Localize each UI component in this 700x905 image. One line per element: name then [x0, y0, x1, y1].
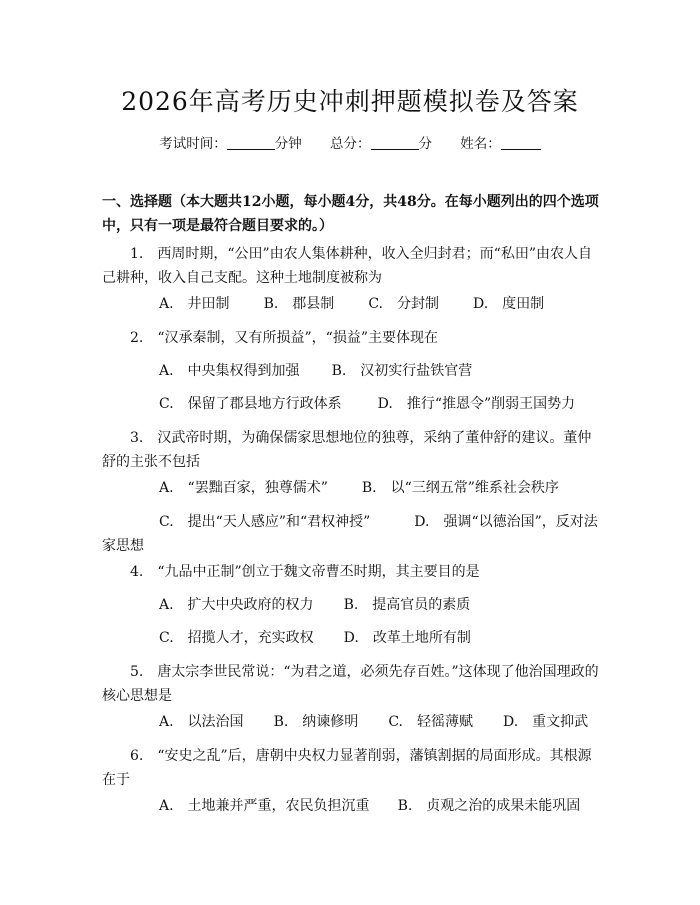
- time-label: 考试时间：: [159, 136, 227, 152]
- option-b: B. 贞观之治的成果未能巩固: [397, 798, 581, 814]
- option-row: [159, 359, 472, 383]
- option-c: C. 招揽人才，充实政权: [159, 630, 314, 646]
- option-c: C. 提出“天人感应”和“君权神授”: [159, 514, 371, 530]
- time-blank: [227, 135, 275, 150]
- option-d: D. 推行“推恩令”削弱王国势力: [377, 396, 576, 412]
- option-b: B. 以“三纲五常”维系社会秩序: [361, 480, 559, 496]
- question-stem: 4. “九品中正制”创立于魏文帝曹丕时期，其主要目的是: [130, 564, 480, 580]
- page-title: 2026年高考历史冲刺押题模拟卷及答案: [121, 87, 579, 116]
- option-a: A. 井田制: [159, 296, 230, 312]
- option-a: A. 以法治国: [159, 714, 244, 730]
- option-b: B. 纳谏修明: [273, 714, 359, 730]
- option-c: C. 分封制: [368, 296, 439, 312]
- name-label: 姓名：: [460, 136, 501, 152]
- option-a: A. “罢黜百家，独尊儒术”: [159, 480, 328, 496]
- question-stem: 6. “安史之乱”后，唐朝中央权力显著削弱，藩镇割据的局面形成。其根源在于: [102, 748, 592, 788]
- option-d: D. 重文抑武: [502, 714, 589, 730]
- option-b: B. 汉初实行盐铁官营: [331, 363, 473, 379]
- exam-info: [0, 132, 700, 152]
- score-label: 总分：: [330, 136, 371, 152]
- score-blank: [371, 135, 419, 150]
- option-row: [159, 710, 588, 734]
- question-stem: 1. 西周时期，“公田”由农人集体耕种，收入全归封君；而“私田”由农人自己耕种，收入自己支配。这种土地制度被称为: [102, 246, 592, 286]
- option-b: B. 提高官员的素质: [343, 597, 471, 613]
- option-a: A. 扩大中央政府的权力: [159, 597, 314, 613]
- question-stem: 3. 汉武帝时期，为确保儒家思想地位的独尊，采纳了董仲舒的建议。董仲舒的主张不包括: [102, 430, 592, 470]
- option-b: B. 郡县制: [263, 296, 335, 312]
- option-d: D. 改革土地所有制: [343, 630, 471, 646]
- option-row: [159, 626, 471, 650]
- section-heading: 一、选择题（本大题共12小题，每小题4分，共48分。在每小题列出的四个选项中，只有一项是最符合题目要求的。）: [102, 194, 599, 234]
- option-c: C. 轻徭薄赋: [388, 714, 473, 730]
- option-d: D. 度田制: [472, 296, 545, 312]
- question-stem: 2. “汉承秦制，又有所损益”，“损益”主要体现在: [130, 330, 438, 346]
- score-unit: 分: [418, 136, 432, 152]
- time-unit: 分钟: [274, 136, 302, 152]
- name-blank: [501, 135, 541, 150]
- option-c: C. 保留了郡县地方行政体系: [159, 396, 342, 412]
- option-row: [102, 510, 602, 558]
- option-row: [159, 292, 544, 316]
- option-row: [159, 593, 470, 617]
- question-stem: 5. 唐太宗李世民常说：“为君之道，必须先存百姓。”这体现了他治国理政的核心思想是: [102, 664, 599, 704]
- option-a: A. 土地兼并严重，农民负担沉重: [159, 798, 370, 814]
- option-row: [159, 476, 559, 500]
- option-d: D. 强调“以德治国”，反对法家思想: [102, 514, 598, 554]
- option-row: [159, 392, 575, 416]
- option-row: [159, 794, 580, 818]
- option-a: A. 中央集权得到加强: [159, 363, 300, 379]
